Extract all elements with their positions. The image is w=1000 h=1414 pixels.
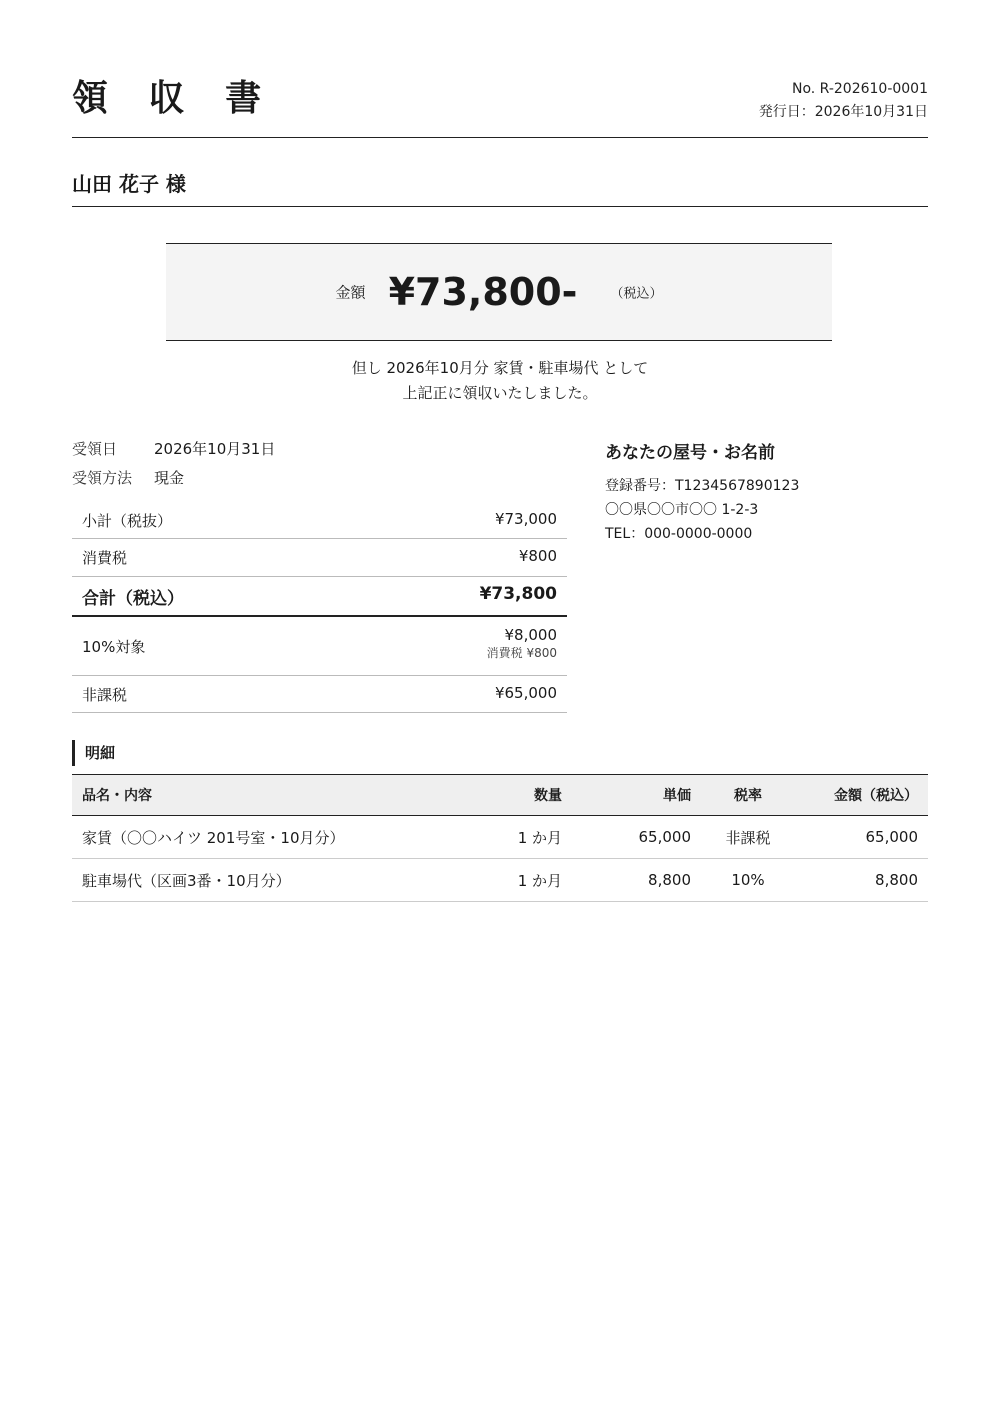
received-date-label: 受領日 <box>72 440 118 458</box>
subtotal-value: ¥73,000 <box>494 510 557 528</box>
proviso <box>72 356 928 406</box>
item-unit-price: 8,800 <box>572 859 701 902</box>
receipt-header <box>72 75 928 138</box>
col-tax-rate: 税率 <box>701 775 795 816</box>
table-row <box>72 859 928 902</box>
total-value: ¥73,800 <box>479 584 557 604</box>
item-name: 家賃（〇〇ハイツ 201号室・10月分） <box>72 816 482 859</box>
issuer-name: あなたの屋号・お名前 <box>605 443 775 463</box>
receipt-page <box>72 0 928 1414</box>
received-date-value: 2026年10月31日 <box>154 440 276 458</box>
proviso-line-1: 但し 2026年10月分 家賃・駐車場代 として <box>351 359 649 377</box>
item-tax-rate: 非課税 <box>701 816 795 859</box>
details-table <box>72 774 928 902</box>
issuer-registration: 登録番号：T1234567890123 <box>605 478 800 494</box>
summary-table <box>72 502 567 713</box>
recipient-name: 山田 花子 様 <box>72 172 186 196</box>
issuer-tel: TEL：000-0000-0000 <box>605 526 753 542</box>
payment-method-value: 現金 <box>154 469 185 487</box>
total-row <box>72 577 567 617</box>
tax-10-values <box>487 626 557 661</box>
payment-method-label: 受領方法 <box>72 469 133 487</box>
receipt-meta <box>759 78 928 124</box>
issuer-address: 〇〇県〇〇市〇〇 1-2-3 <box>605 502 759 518</box>
amount-tax-note: （税込） <box>610 286 663 302</box>
subtotal-label: 小計（税抜） <box>82 512 173 530</box>
document-title: 領 収 書 <box>72 78 276 119</box>
non-taxable-value: ¥65,000 <box>494 684 557 702</box>
proviso-line-2: 上記正に領収いたしました。 <box>402 384 598 402</box>
item-amount: 8,800 <box>795 859 928 902</box>
details-header-row <box>72 775 928 816</box>
item-amount: 65,000 <box>795 816 928 859</box>
item-name: 駐車場代（区画3番・10月分） <box>72 859 482 902</box>
payment-method-row <box>72 467 184 488</box>
item-quantity: 1 か月 <box>482 816 572 859</box>
amount-box <box>166 243 832 341</box>
amount-label: 金額 <box>335 283 366 302</box>
tax-value: ¥800 <box>518 547 557 565</box>
table-row <box>72 816 928 859</box>
tax-10-tax-note: 消費税 ¥800 <box>486 646 557 660</box>
receipt-number: No. R-202610-0001 <box>791 81 928 97</box>
tax-row <box>72 539 567 577</box>
received-date-row <box>72 438 275 459</box>
tax-10-row <box>72 617 567 676</box>
col-unit-price: 単価 <box>572 775 701 816</box>
col-quantity: 数量 <box>482 775 572 816</box>
tax-10-label: 10%対象 <box>82 638 146 656</box>
subtotal-row <box>72 502 567 539</box>
item-quantity: 1 か月 <box>482 859 572 902</box>
col-amount: 金額（税込） <box>795 775 928 816</box>
recipient-block <box>72 170 928 207</box>
item-tax-rate: 10% <box>701 859 795 902</box>
issuer-block <box>605 440 928 546</box>
total-label: 合計（税込） <box>82 589 184 609</box>
col-item: 品名・内容 <box>72 775 482 816</box>
tax-10-value: ¥8,000 <box>504 626 557 644</box>
item-unit-price: 65,000 <box>572 816 701 859</box>
non-taxable-row <box>72 676 567 713</box>
non-taxable-label: 非課税 <box>82 686 128 704</box>
details-heading: 明細 <box>72 740 115 766</box>
amount-value: ¥73,800- <box>388 270 578 314</box>
tax-label: 消費税 <box>82 549 128 567</box>
issue-date: 発行日：2026年10月31日 <box>758 104 928 120</box>
